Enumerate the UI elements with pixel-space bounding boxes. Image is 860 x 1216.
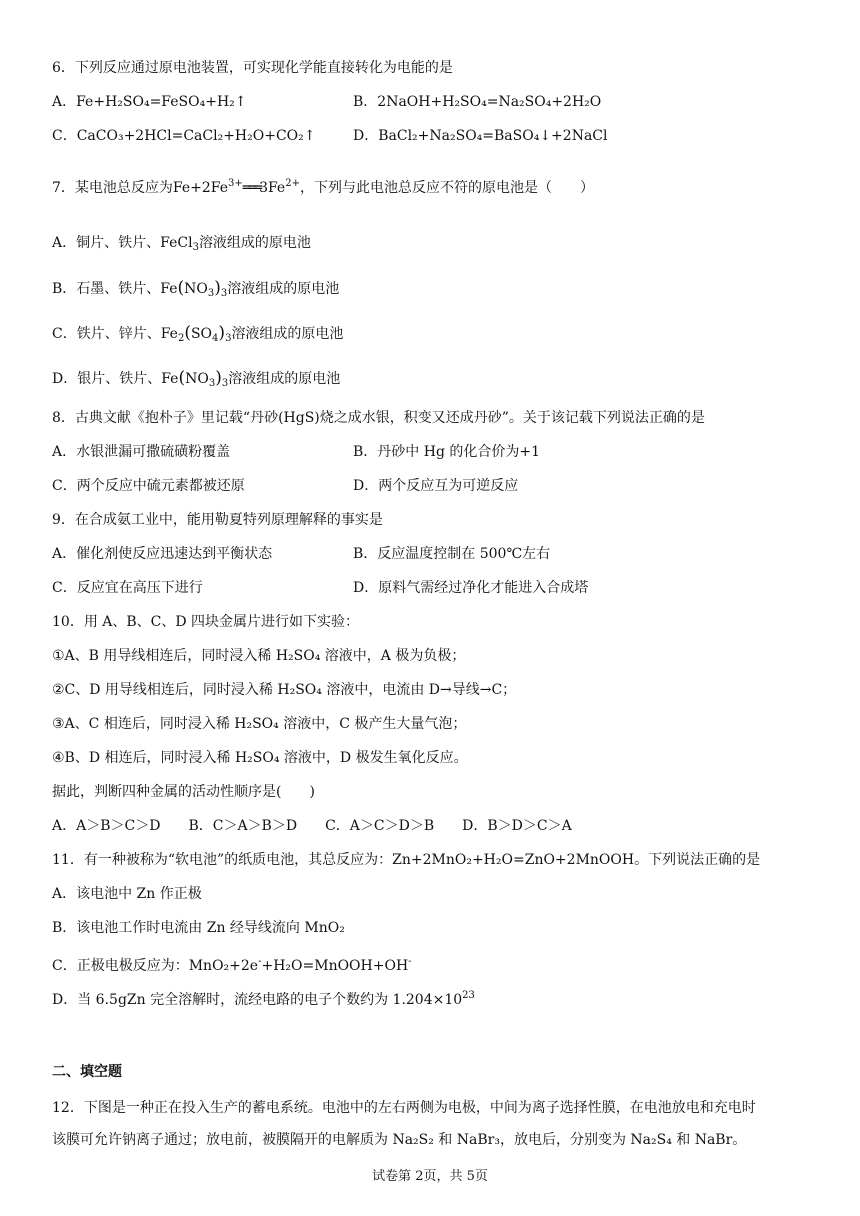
q7-stem: 7．某电池总反应为$Fe+2Fe^{3+}═══3Fe^{2+}$，下列与此电池总反应不符的原电池是（ ） [52,178,594,196]
q9-option-c: C．反应宜在高压下进行 [52,580,203,596]
q11-option-a: A．该电池中 Zn 作正极 [52,886,202,902]
q7-option-b: B．石墨、铁片、$Fe(NO_3)_3$溶液组成的原电池 [52,278,340,299]
q8-option-c: C．两个反应中硫元素都被还原 [52,478,245,494]
q9-option-b: B．反应温度控制在 500℃左右 [353,546,551,562]
q9-stem: 9．在合成氨工业中，能用勒夏特列原理解释的事实是 [52,512,383,528]
q12-line-1: 12．下图是一种正在投入生产的蓄电系统。电池中的左右两侧为电极，中间为离子选择性膜，在电池放电和充电时 [52,1100,756,1116]
q6-option-d: D．BaCl₂+Na₂SO₄=BaSO₄↓+2NaCl [353,128,608,144]
q11-option-c: C．正极电极反应为：MnO₂+2e-+H₂O=MnOOH+OH- [52,956,412,974]
q8-option-d: D．两个反应互为可逆反应 [353,478,519,494]
q12-line-2: 该膜可允许钠离子通过；放电前，被膜隔开的电解质为 Na₂S₂ 和 NaBr₃，放电后，分别变为 Na₂S₄ 和 NaBr。 [52,1132,747,1148]
q7-equation: $Fe+2Fe^{3+}═══3Fe^{2+}$ [172,178,300,196]
q11-option-b: B．该电池工作时电流由 Zn 经导线流向 MnO₂ [52,920,345,936]
page-footer: 试卷第 2页，共 5页 [372,1169,488,1184]
q10-statement-1: ①A、B 用导线相连后，同时浸入稀 H₂SO₄ 溶液中，A 极为负极； [52,648,466,664]
section-title: 二、填空题 [52,1064,122,1080]
q8-option-a: A．水银泄漏可撒硫磺粉覆盖 [52,444,231,460]
q9-option-d: D．原料气需经过净化才能进入合成塔 [353,580,589,596]
q6-option-b: B．2NaOH+H₂SO₄=Na₂SO₄+2H₂O [353,94,602,110]
q6-option-c: C．CaCO₃+2HCl=CaCl₂+H₂O+CO₂↑ [52,128,316,144]
q11-option-d: D．当 6.5gZn 完全溶解时，流经电路的电子个数约为 $1.204\times 10^{23}$ [52,990,475,1008]
q10-statement-4: ④B、D 相连后，同时浸入稀 H₂SO₄ 溶液中，D 极发生氧化反应。 [52,750,468,766]
q7-option-d: D．银片、铁片、$Fe(NO_3)_3$溶液组成的原电池 [52,368,341,389]
q7-option-c: C．铁片、锌片、$Fe_2(SO_4)_3$溶液组成的原电池 [52,323,344,344]
q8-stem: 8．古典文献《抱朴子》里记载“丹砂(HgS)烧之成水银，积变又还成丹砂”。关于该记载下列说法正确的是 [52,410,705,426]
q7-option-a: A．铜片、铁片、FeCl$_3$溶液组成的原电池 [52,235,311,253]
q10-conclusion: 据此，判断四种金属的活动性顺序是( ) [52,784,315,800]
q8-option-b: B．丹砂中 Hg 的化合价为+1 [353,444,540,460]
q6-stem: 6．下列反应通过原电池装置，可实现化学能直接转化为电能的是 [52,60,453,76]
q11-stem: 11．有一种被称为“软电池”的纸质电池，其总反应为：Zn+2MnO₂+H₂O=ZnO+2MnOOH。下列说法正确的是 [52,852,761,868]
q10-statement-3: ③A、C 相连后，同时浸入稀 H₂SO₄ 溶液中，C 极产生大量气泡； [52,716,467,732]
q6-option-a: A．Fe+H₂SO₄=FeSO₄+H₂↑ [52,94,247,110]
q9-option-a: A．催化剂使反应迅速达到平衡状态 [52,546,273,562]
q10-options: A．A＞B＞C＞D B．C＞A＞B＞D C．A＞C＞D＞B D．B＞D＞C＞A [52,818,572,834]
q10-statement-2: ②C、D 用导线相连后，同时浸入稀 H₂SO₄ 溶液中，电流由 D→导线→C； [52,682,517,698]
q10-stem: 10．用 A、B、C、D 四块金属片进行如下实验： [52,614,360,630]
